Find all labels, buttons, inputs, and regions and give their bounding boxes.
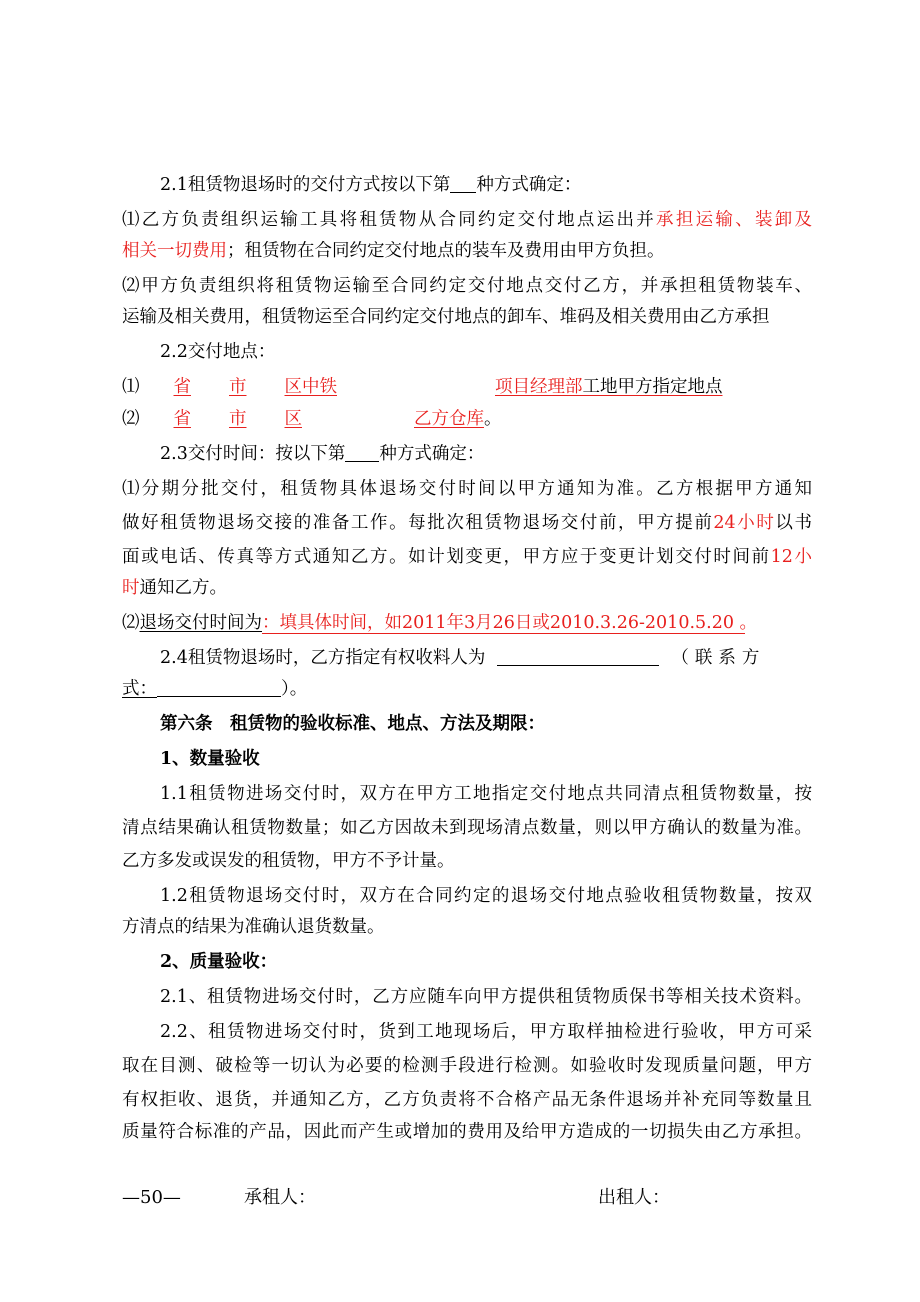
clause-2-2-quality-line-1: 2.2、租赁物进场交付时，货到工地现场后，甲方取样抽检进行验收，甲方可采 [160,1022,812,1042]
contact-info-blank[interactable] [157,678,281,697]
clause-2-4-line-2: 式： ）。 [122,679,308,699]
clause-2-4-line-1: 2.4租赁物退场时，乙方指定有权收料人为 （联系方 [160,648,766,668]
clause-2-2-quality-line-3: 有权拒收、退货，并通知乙方，乙方负责将不合格产品无条件退场并补充同等数量且 [122,1090,812,1110]
method-choice-blank[interactable] [450,174,476,193]
clause-1-1-line-3: 乙方多发或误发的租赁物，甲方不予计量。 [122,851,455,871]
lessor-signature-label: 出租人： [598,1187,670,1208]
time-choice-blank[interactable] [345,443,379,462]
clause-1-1-line-1: 1.1租赁物进场交付时，双方在甲方工地指定交付地点共同清点租赁物数量，按 [160,784,812,804]
return-time-field[interactable]: ：填具体时间，如2011年3月26日或2010.3.26-2010.5.20 。 [262,613,758,633]
lessee-signature-label: 承租人： [244,1187,316,1208]
clause-2-1-title: 2.1租赁物退场时的交付方式按以下第 种方式确定： [160,175,582,195]
quality-inspection-heading: 2、质量验收： [160,952,278,972]
clause-2-1-option-1-line-2: 相关一切费用；租赁物在合同约定交付地点的装车及费用由甲方负担。 [122,241,665,261]
clause-2-2-quality-line-4: 质量符合标准的产品，因此而产生或增加的费用及给甲方造成的一切损失由乙方承担。 [122,1122,812,1142]
delivery-location-1: ⑴ 省 市 区中铁 项目经理部工地甲方指定地点 [122,376,812,398]
clause-2-3-option-1-line-2: 做好租赁物退场交接的准备工作。每批次租赁物退场交付前，甲方提前24小时以书 [122,513,812,533]
delivery-location-1-field[interactable]: 省 市 区中铁 项目经理部工地甲方指定地点 [173,377,723,397]
page-number: —50— [122,1187,181,1208]
delivery-location-2-field[interactable]: 省 市 区 乙方仓库 [173,409,484,429]
clause-2-1-option-1-line-1: ⑴乙方负责组织运输工具将租赁物从合同约定交付地点运出并承担运输、装卸及 [122,210,813,230]
clause-2-1-option-2-line-2: 运输及相关费用，租赁物运至合同约定交付地点的卸车、堆码及相关费用由乙方承担 [122,307,770,327]
clause-2-3-option-1-line-4: 时通知乙方。 [122,578,227,598]
article-6-title: 第六条 租赁物的验收标准、地点、方法及期限： [160,714,545,734]
clause-2-1-option-2-line-1: ⑵甲方负责组织将租赁物运输至合同约定交付地点交付乙方，并承担租赁物装车、 [122,276,812,296]
clause-2-1-quality: 2.1、租赁物进场交付时，乙方应随车向甲方提供租赁物质保书等相关技术资料。 [160,987,812,1007]
clause-2-3-option-2: ⑵退场交付时间为：填具体时间，如2011年3月26日或2010.3.26-2010.5.20 。 [122,613,758,633]
quantity-inspection-heading: 1、数量验收 [160,749,260,769]
clause-2-3-option-1-line-3: 面或电话、传真等方式通知乙方。如计划变更，甲方应于变更计划交付时间前12小 [122,547,812,567]
recipient-name-blank[interactable] [497,647,659,666]
clause-1-1-line-2: 清点结果确认租赁物数量；如乙方因故未到现场清点数量，则以甲方确认的数量为准。 [122,818,812,838]
clause-1-2-line-1: 1.2租赁物退场交付时，双方在合同约定的退场交付地点验收租赁物数量，按双 [160,886,812,906]
clause-2-2-quality-line-2: 取在目测、破检等一切认为必要的检测手段进行检测。如验收时发现质量问题，甲方 [122,1056,812,1076]
clause-1-2-line-2: 方清点的结果为准确认退货数量。 [122,917,385,937]
delivery-location-2: ⑵ 省 市 区 乙方仓库。 [122,409,502,429]
clause-2-2-title: 2.2交付地点： [160,342,276,362]
clause-2-3-option-1-line-1: ⑴分期分批交付，租赁物具体退场交付时间以甲方通知为准。乙方根据甲方通知 [122,479,812,499]
clause-2-3-title: 2.3交付时间：按以下第 种方式确定： [160,444,485,464]
